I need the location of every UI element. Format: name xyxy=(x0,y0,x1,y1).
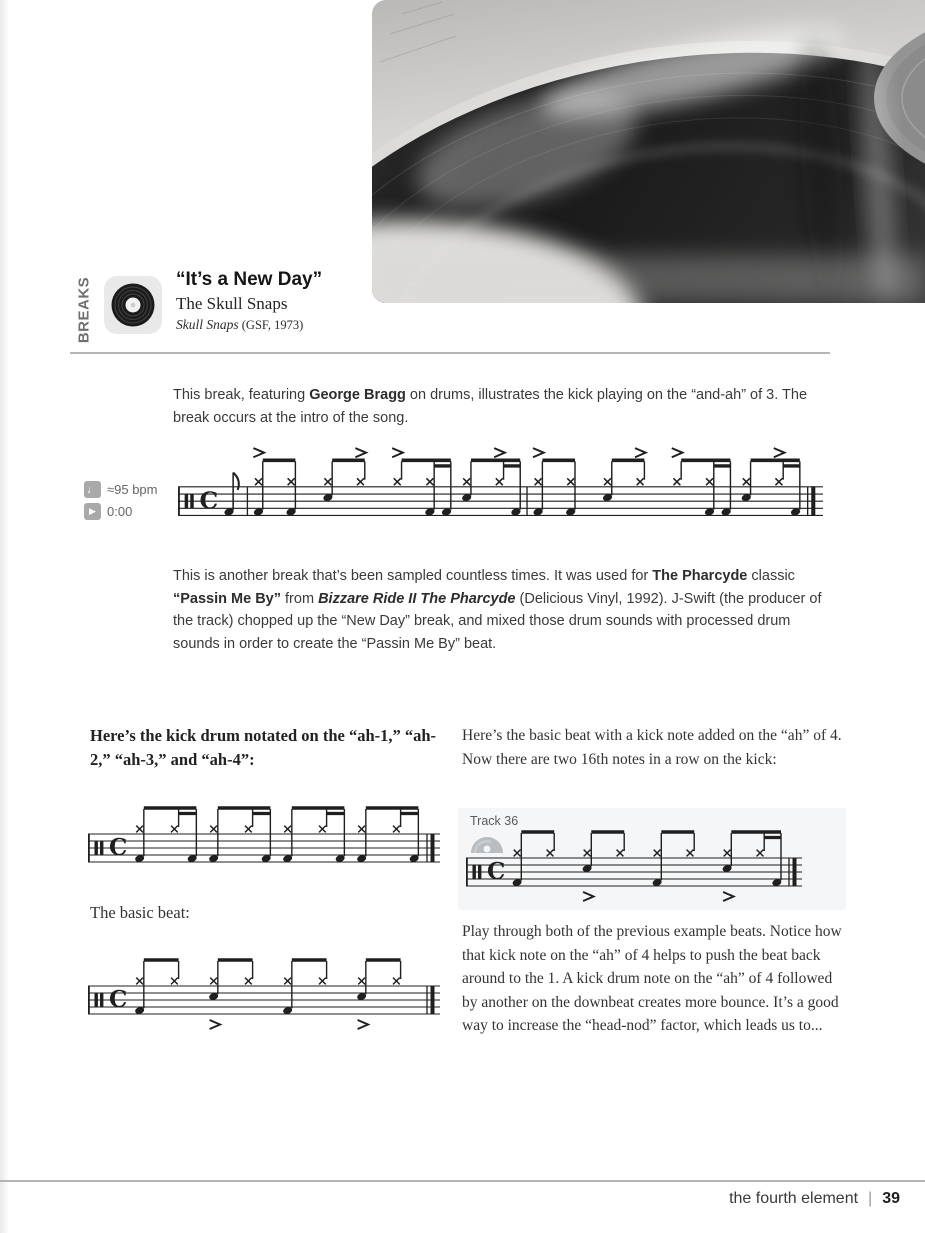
vinyl-photo-art xyxy=(372,0,925,303)
playback-info xyxy=(84,481,158,525)
vinyl-record-icon xyxy=(110,282,156,328)
vinyl-record-photo xyxy=(372,0,925,303)
track-number-label: Track 36 xyxy=(470,814,519,828)
intro-text-2: on drums, illustrates the kick playing on the “and-ah” of 3. The break occurs at the intro of the song. xyxy=(173,387,808,426)
album-line xyxy=(176,317,322,333)
song-name-bold: “Passin Me By” xyxy=(173,590,281,607)
sampled-text-2: classic xyxy=(747,568,795,584)
svg-text:C: C xyxy=(109,834,128,861)
page-number: 39 xyxy=(882,1190,900,1207)
footer xyxy=(729,1190,900,1208)
album-name-bold-italic: Bizzare Ride II The Pharcyde xyxy=(318,590,516,607)
svg-text:C: C xyxy=(487,858,506,885)
play-button[interactable]: ▶ xyxy=(84,503,101,520)
main-break-notation xyxy=(178,444,823,542)
quarter-note-icon: ♩ xyxy=(84,481,101,498)
basic-beat-notation xyxy=(88,944,440,1040)
tempo-label: ≈95 bpm xyxy=(107,482,158,497)
sampled-text-3: from xyxy=(281,590,319,607)
album-info: (GSF, 1973) xyxy=(238,318,304,332)
svg-text:C: C xyxy=(199,486,219,515)
tempo-row xyxy=(84,481,158,498)
drummer-name: George Bragg xyxy=(309,387,406,403)
intro-text: This break, featuring xyxy=(173,387,310,403)
sampled-text-4: (Delicious Vinyl, 1992). J-Swift (the producer of the track) chopped up the “New Day” break, and mixed those drum sounds with processed drum sounds in order to create the “Passin Me By” beat. xyxy=(173,590,822,652)
page-edge xyxy=(0,0,9,1233)
time-label: 0:00 xyxy=(107,504,133,519)
song-header xyxy=(176,269,322,333)
track-36-panel xyxy=(458,808,846,910)
basic-beat-label: The basic beat: xyxy=(90,903,190,922)
kick-ah-notation xyxy=(88,792,440,888)
breaks-section-label: BREAKS xyxy=(75,276,93,344)
sampled-paragraph xyxy=(173,565,829,655)
artist-name: The Skull Snaps xyxy=(176,294,288,313)
right-col-paragraph-1: Here’s the basic beat with a kick note added on the “ah” of 4. Now there are two 16th notes in a row on the kick: xyxy=(462,727,842,768)
svg-text:C: C xyxy=(109,986,128,1013)
pharcyde-name: The Pharcyde xyxy=(652,568,748,584)
track-36-notation xyxy=(466,816,802,912)
footer-separator: | xyxy=(868,1190,873,1207)
footer-chapter-label: the fourth element xyxy=(729,1190,859,1207)
sampled-text-1: This is another break that’s been sampled countless times. It was used for xyxy=(173,568,653,584)
vinyl-app-icon xyxy=(104,276,162,334)
header-divider xyxy=(70,352,830,354)
kick-ah-heading: Here’s the kick drum notated on the “ah-1,” “ah-2,” “ah-3,” and “ah-4”: xyxy=(90,726,437,769)
song-title: “It’s a New Day” xyxy=(176,269,323,290)
album-title: Skull Snaps xyxy=(176,317,239,332)
right-col-paragraph-2: Play through both of the previous example beats. Notice how that kick note on the “ah” of 4 helps to push the beat back around to the 1. A kick drum note on the “ah” of 4 followed by another on the downbeat creates more bounce. It’s a good way to increase the “head-nod” factor, which leads us to... xyxy=(462,923,842,1034)
intro-paragraph xyxy=(173,384,825,429)
time-row xyxy=(84,503,158,520)
footer-divider xyxy=(0,1180,925,1182)
